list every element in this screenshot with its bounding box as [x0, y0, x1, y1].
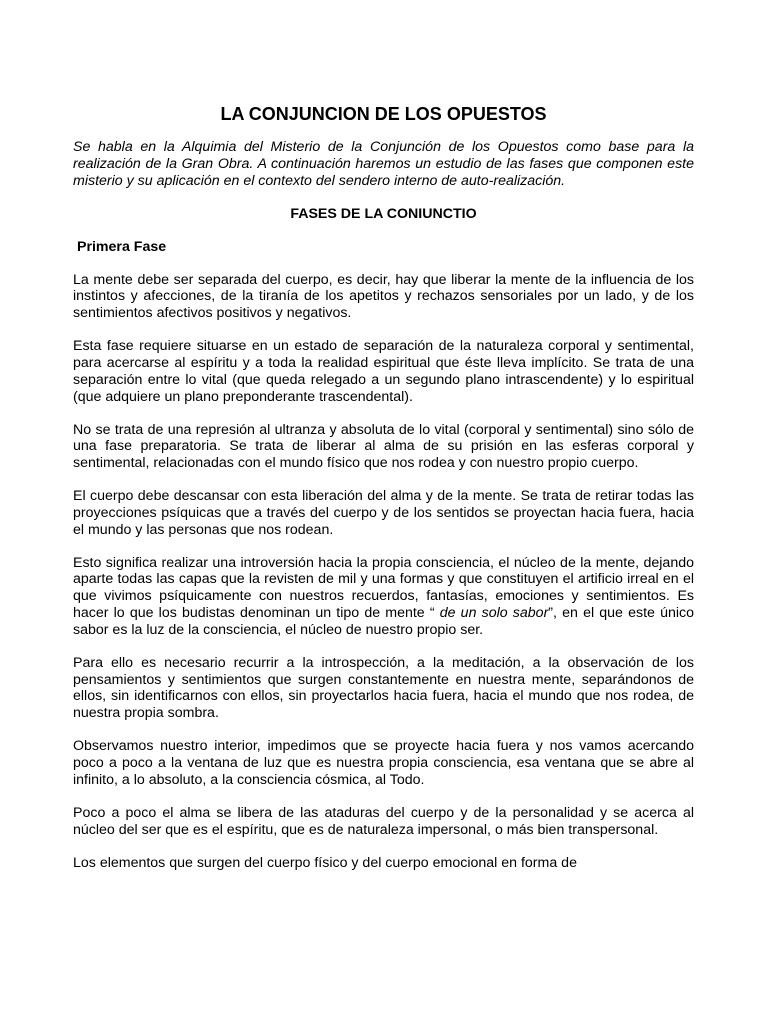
body-paragraph-3: No se trata de una represión al ultranza y absoluta de lo vital (corporal y sentimental) sino sólo de una fase preparatoria. Se trata de liberar al alma de su prisión en las esferas corporal y sentimental, relacionadas con el mundo físico que nos rodea y con nuestro propio cuerpo. [73, 421, 694, 472]
body-paragraph-4: El cuerpo debe descansar con esta liberación del alma y de la mente. Se trata de retirar todas las proyecciones psíquicas que a través del cuerpo y de los sentidos se proyectan hacia fuera, hacia el mundo y las personas que nos rodean. [73, 488, 694, 538]
section-heading: FASES DE LA CONIUNCTIO [290, 205, 477, 222]
document-page [73, 103, 694, 888]
body-paragraph-7: Observamos nuestro interior, impedimos que se proyecte hacia fuera y nos vamos acercando poco a poco a la ventana de luz que es nuestra propia consciencia, esa ventana que se abre al infinito, a lo absoluto, a la consciencia cósmica, al Todo. [73, 738, 694, 788]
body-paragraph-8: Poco a poco el alma se libera de las ataduras del cuerpo y de la personalidad y se acerca al núcleo del ser que es el espíritu, que es de naturaleza impersonal, o más bien transpersonal. [73, 804, 694, 838]
body-paragraph-2: Esta fase requiere situarse en un estado de separación de la naturaleza corporal y sentimental, para acercarse al espíritu y a toda la realidad espiritual que éste lleva implícito. Se trata de una separación entre lo vital (que queda relegado a un segundo plano intrascendente) y lo espiritual (que adquiere un plano preponderante trascendental). [73, 338, 694, 405]
body-paragraph-9: Los elementos que surgen del cuerpo físico y del cuerpo emocional en forma de [73, 854, 577, 871]
paragraph-5-emphasis: de un solo sabor [439, 605, 549, 622]
paragraph-5-text: Esto significa realizar una introversión hacia la propia consciencia, el núcleo de la mente, dejando aparte todas las capas que la revisten de mil y una formas y que constituyen el artificio irreal en el que vivimos psíquicamente con nuestros recuerdos, fantasías, emociones y sentimientos. Es hacer lo que los budistas denominan un tipo de mente “ [73, 554, 694, 622]
intro-paragraph: Se habla en la Alquimia del Misterio de la Conjunción de los Opuestos como base para la realización de la Gran Obra. A continuación haremos un estudio de las fases que componen este misterio y su aplicación en el contexto del sendero interno de auto-realización. [73, 139, 694, 189]
phase-heading: Primera Fase [77, 238, 167, 255]
document-title: LA CONJUNCION DE LOS OPUESTOS [220, 104, 547, 124]
body-paragraph-6: Para ello es necesario recurrir a la introspección, a la meditación, a la observación de los pensamientos y sentimientos que surgen constantemente en nuestra mente, separándonos de ellos, sin identificarnos con ellos, sin proyectarlos hacia fuera, hacia el mundo que nos rodea, de nuestra propia sombra. [73, 654, 694, 722]
body-paragraph-5 [73, 555, 694, 639]
paragraph-5-text-end: ”, en el que este único sabor es la luz de la consciencia, el núcleo de nuestro propio ser. [73, 605, 694, 638]
body-paragraph-1: La mente debe ser separada del cuerpo, es decir, hay que liberar la mente de la influencia de los instintos y afecciones, de la tiranía de los apetitos y rechazos sensoriales por un lado, y de los sentimientos afectivos positivos y negativos. [73, 271, 694, 322]
